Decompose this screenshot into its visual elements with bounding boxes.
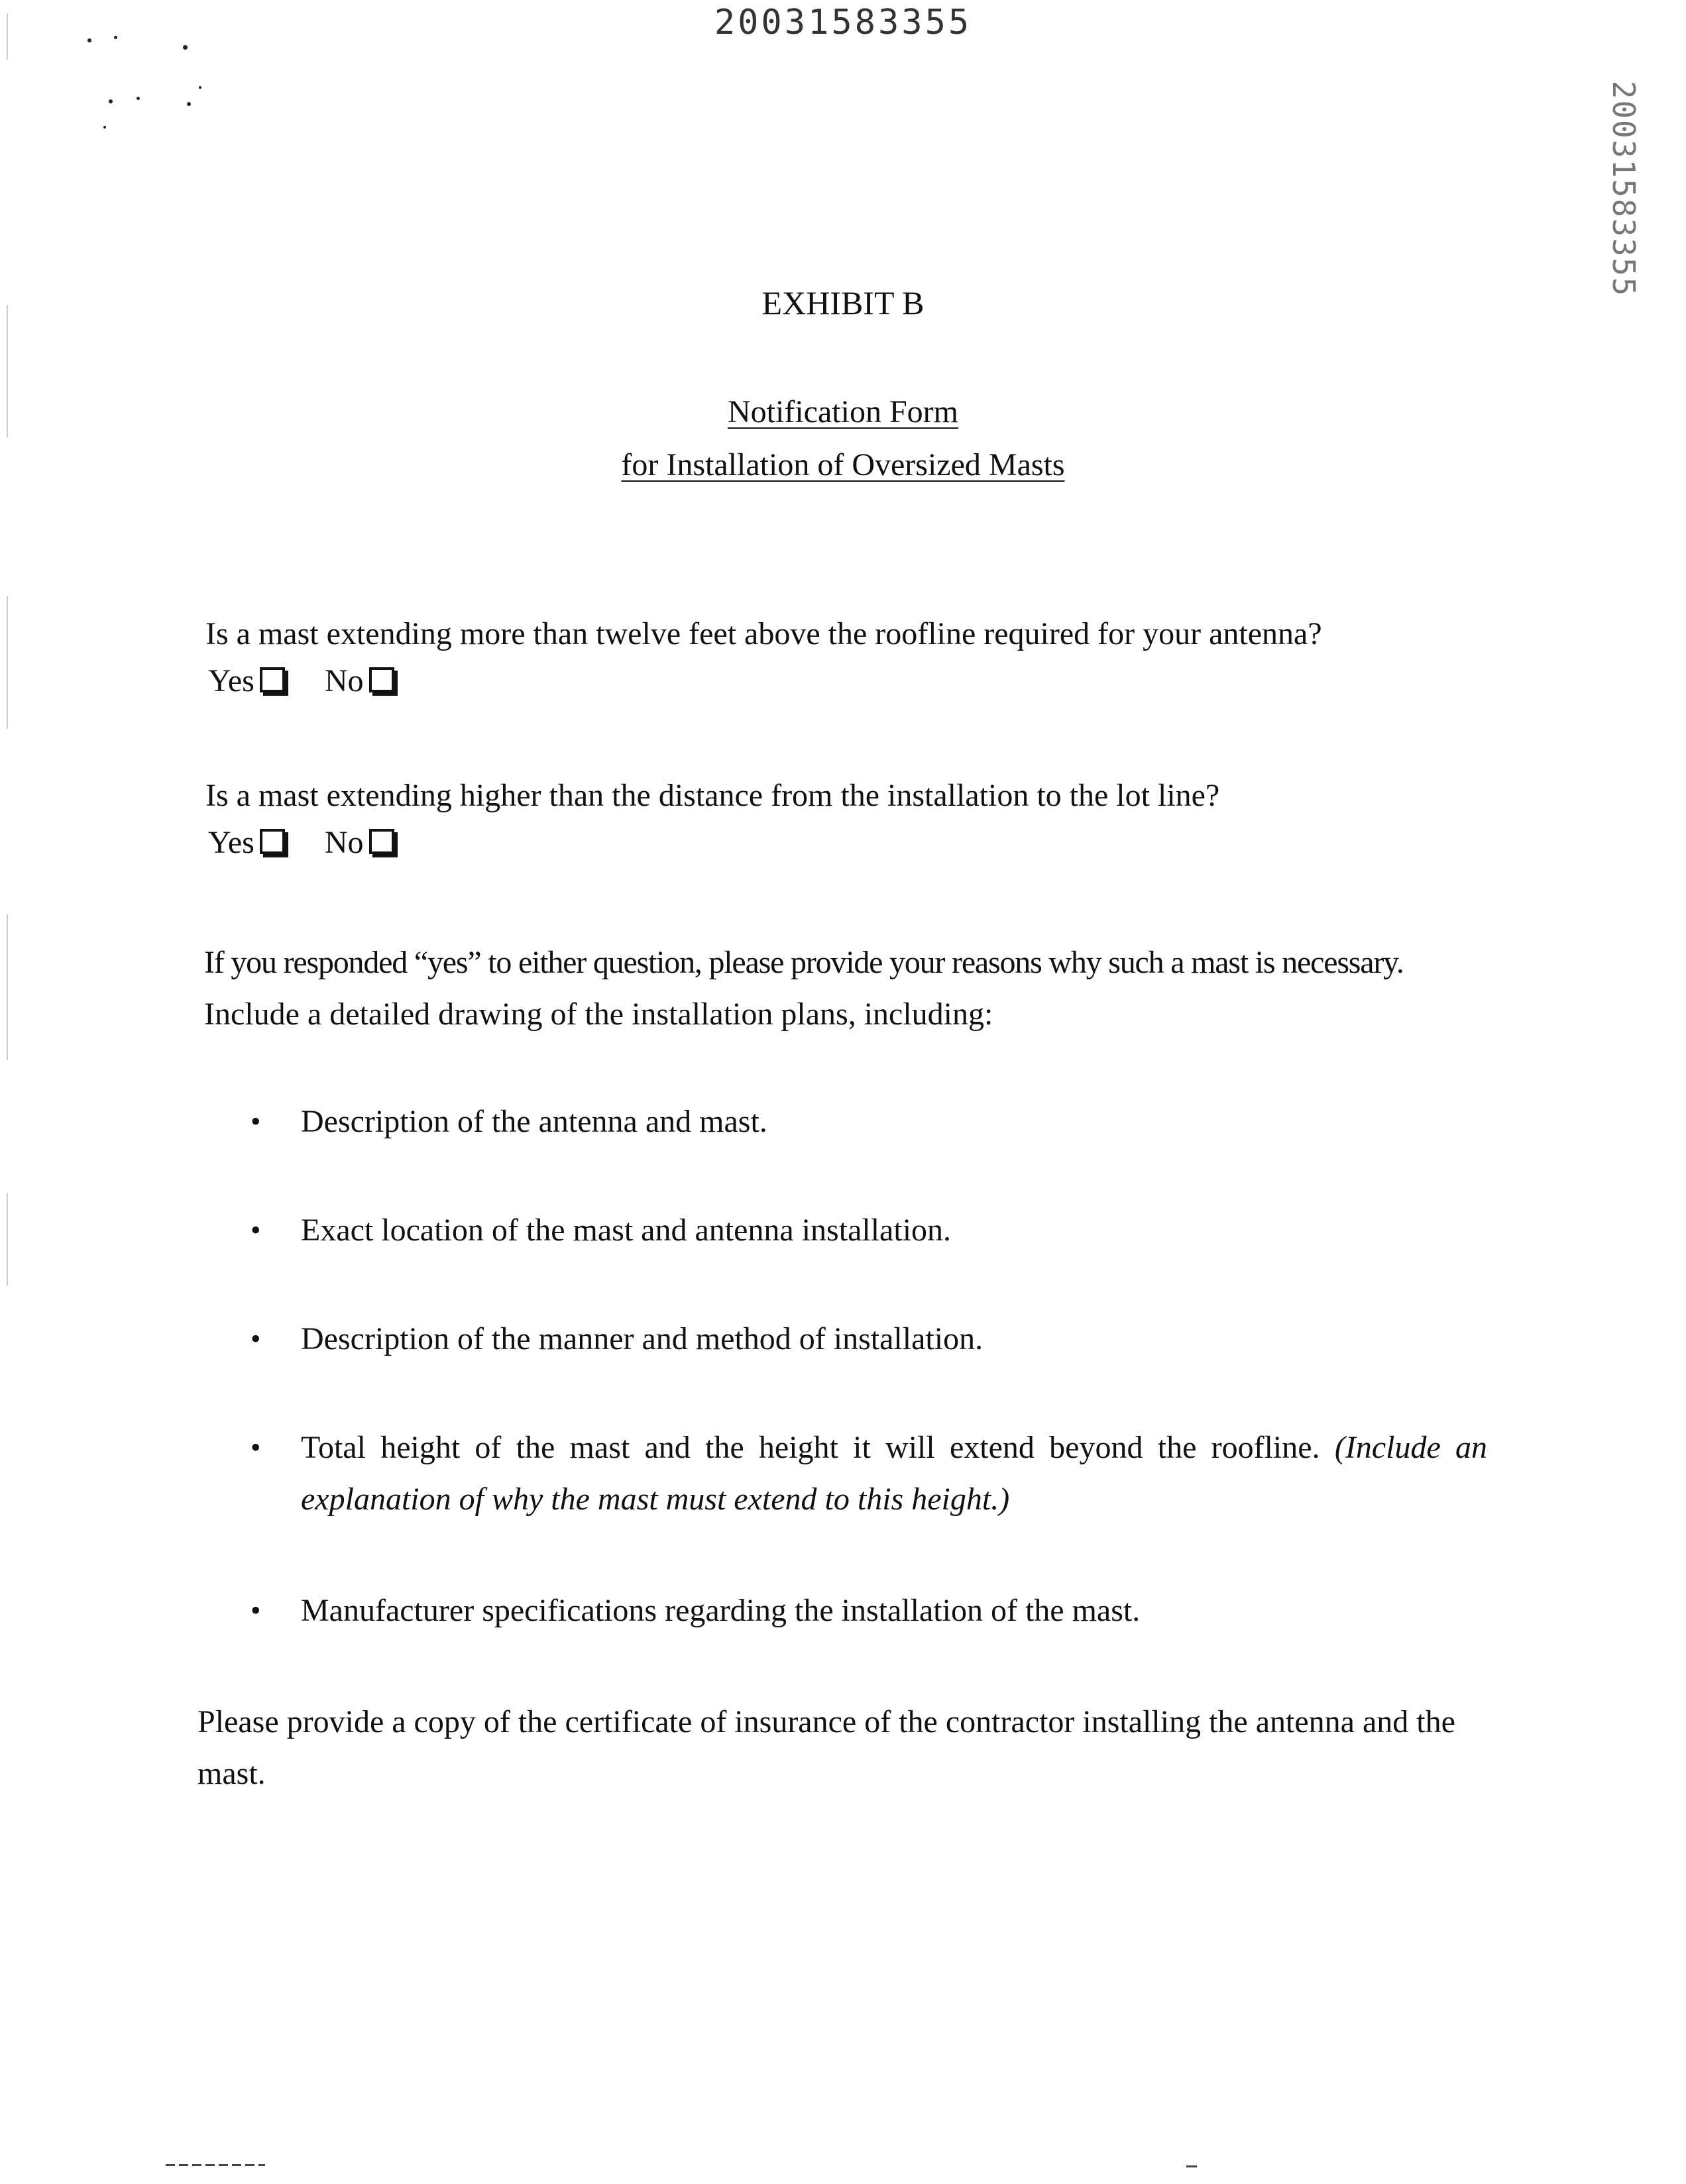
question-1-no-label: No bbox=[324, 663, 364, 698]
question-1-yes-checkbox[interactable] bbox=[260, 667, 285, 692]
bullet-item-4-note: (Include an explanation of why the mast must extend to this height.) bbox=[301, 1430, 1488, 1517]
scan-speck bbox=[183, 45, 188, 50]
question-1-no-checkbox[interactable] bbox=[369, 667, 394, 692]
question-2-yes-label: Yes bbox=[208, 825, 254, 860]
closing-line-1: Please provide a copy of the certificate of insurance of the contractor installing the antenna and the bbox=[197, 1704, 1455, 1739]
bullet-dot: • bbox=[251, 1323, 261, 1355]
scan-footer-mark bbox=[1186, 2165, 1197, 2167]
scan-speck bbox=[103, 126, 106, 129]
bullet-item-5-text: Manufacturer specifications regarding the installation of the mast. bbox=[301, 1593, 1141, 1628]
question-1-answers bbox=[208, 663, 434, 699]
side-stamp-text: 20031583355 bbox=[1606, 80, 1642, 298]
exhibit-heading: EXHIBIT B bbox=[761, 284, 925, 321]
scan-speck bbox=[187, 102, 191, 106]
scan-speck bbox=[199, 86, 201, 89]
question-2-answers bbox=[208, 824, 434, 861]
scan-edge-mark bbox=[7, 1193, 8, 1285]
form-title-line-2: for Installation of Oversized Masts bbox=[621, 447, 1065, 482]
question-2-yes-checkbox[interactable] bbox=[260, 829, 285, 854]
question-2-no-label: No bbox=[324, 825, 364, 860]
scan-speck bbox=[137, 97, 140, 100]
document-number: 20031583355 bbox=[714, 3, 972, 42]
instructions-line-2: Include a detailed drawing of the installation plans, including: bbox=[204, 997, 993, 1032]
question-1-text: Is a mast extending more than twelve feet above the roofline required for your antenna? bbox=[205, 616, 1322, 651]
bullet-item-2-text: Exact location of the mast and antenna installation. bbox=[301, 1213, 952, 1248]
bullet-item-3-text: Description of the manner and method of installation. bbox=[301, 1321, 984, 1356]
instructions-line-1: If you responded “yes” to either question, please provide your reasons why such a mast is necessary. bbox=[204, 945, 1404, 980]
question-1-yes-label: Yes bbox=[208, 663, 254, 698]
scan-footer-mark bbox=[166, 2164, 265, 2166]
bullet-dot: • bbox=[251, 1105, 261, 1138]
side-stamp bbox=[1602, 80, 1644, 298]
bullet-dot: • bbox=[251, 1214, 261, 1246]
bullet-item-1-text: Description of the antenna and mast. bbox=[301, 1104, 767, 1139]
bullet-item-4-main: Total height of the mast and the height it will extend beyond the roofline. bbox=[301, 1430, 1320, 1465]
scan-speck bbox=[109, 99, 113, 103]
form-title-line-1: Notification Form bbox=[728, 394, 958, 429]
scan-edge-mark bbox=[7, 596, 8, 729]
bullet-dot: • bbox=[251, 1594, 261, 1627]
question-2-text: Is a mast extending higher than the distance from the installation to the lot line? bbox=[205, 778, 1220, 813]
closing-line-2: mast. bbox=[197, 1756, 266, 1791]
scan-edge-mark bbox=[7, 914, 8, 1060]
bullet-item-4-text bbox=[301, 1422, 1487, 1525]
bullet-dot: • bbox=[251, 1431, 261, 1464]
question-2-no-checkbox[interactable] bbox=[369, 829, 394, 854]
